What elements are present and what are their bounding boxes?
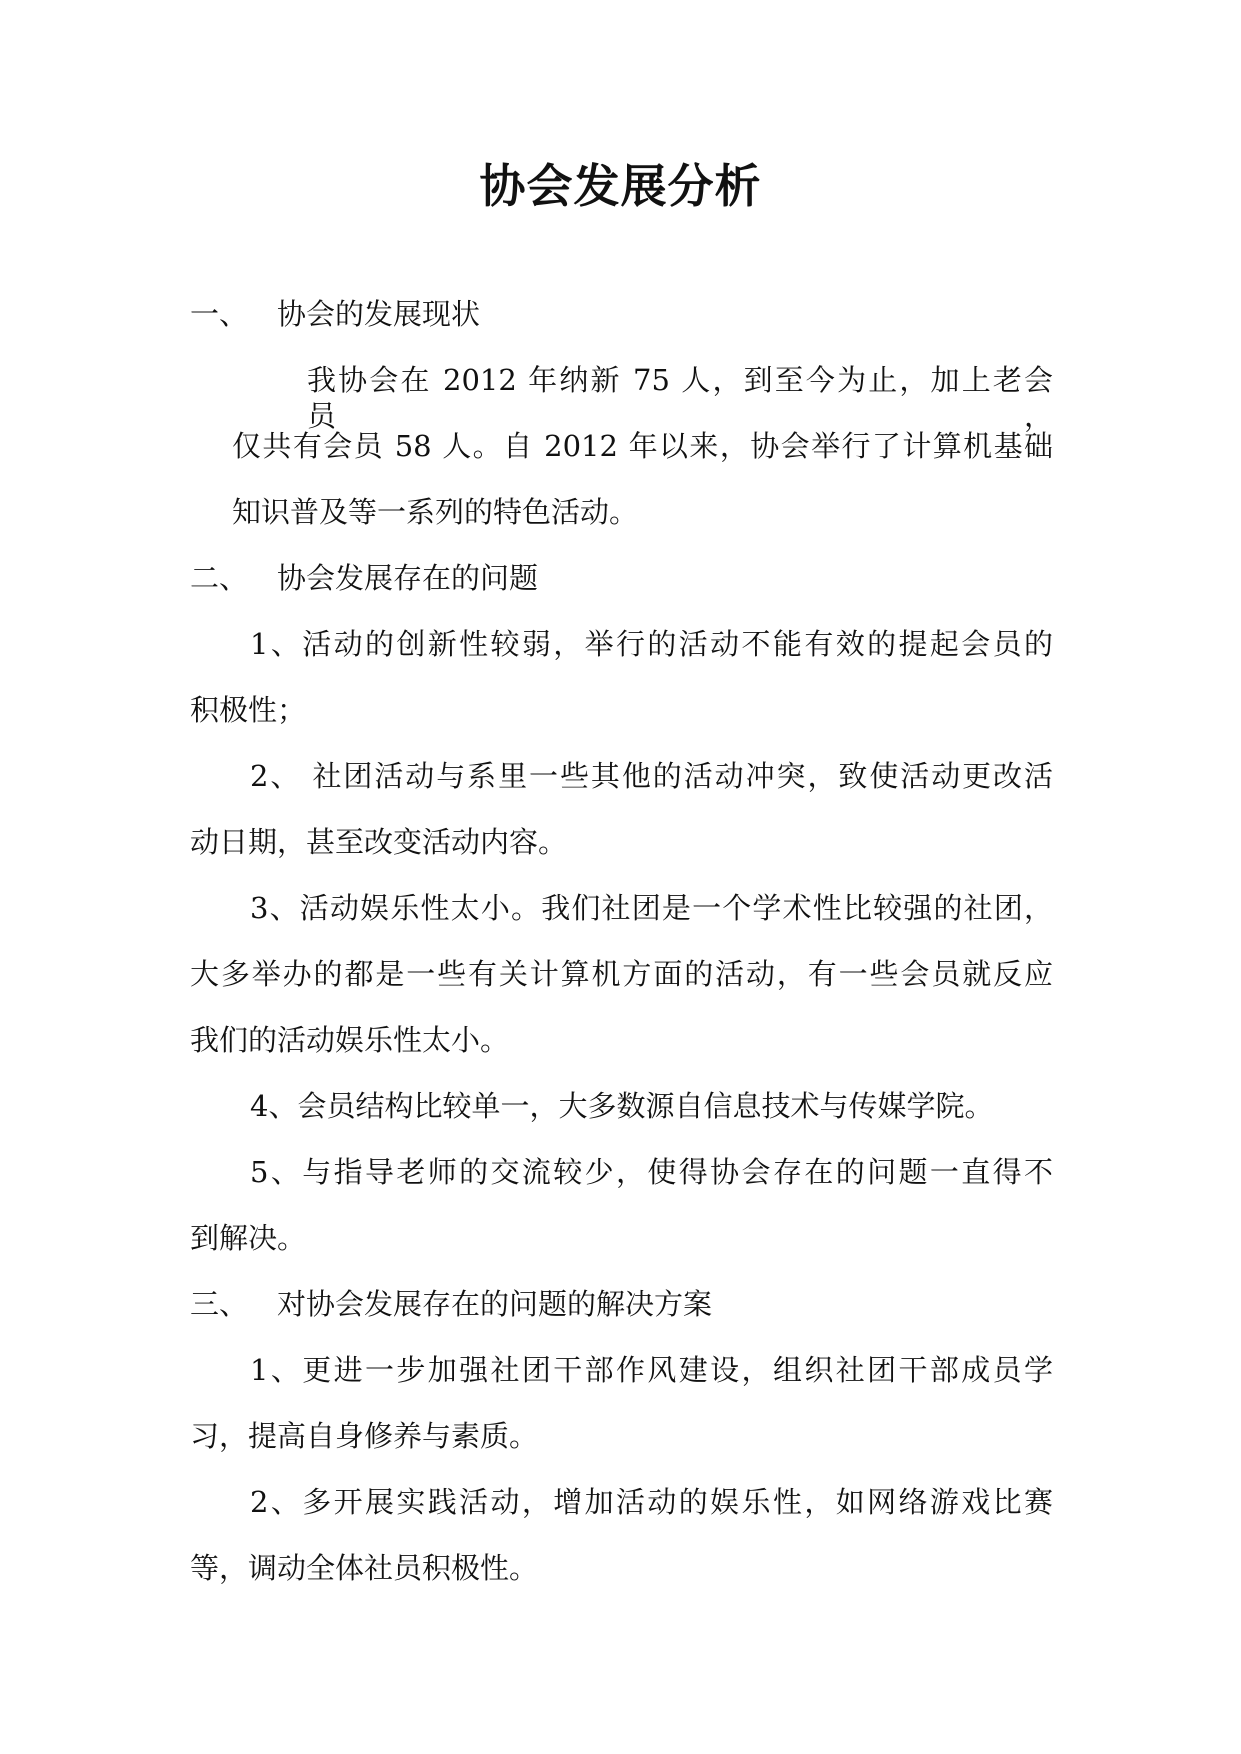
list-item-line: 到解决。 [190, 1221, 307, 1255]
section-3-heading: 对协会发展存在的问题的解决方案 [277, 1287, 713, 1321]
list-item-line: 4、会员结构比较单一，大多数源自信息技术与传媒学院。 [250, 1089, 994, 1123]
list-item-line: 习，提高自身修养与素质。 [190, 1419, 539, 1453]
list-item-line: 3、活动娱乐性太小。我们社团是一个学术性比较强的社团， [250, 891, 1053, 925]
section-2-number: 二、 [190, 561, 249, 595]
list-item-line: 1、更进一步加强社团干部作风建设，组织社团干部成员学 [250, 1353, 1053, 1387]
section-3-number: 三、 [190, 1287, 249, 1321]
list-item-line: 1、活动的创新性较弱，举行的活动不能有效的提起会员的 [250, 627, 1053, 661]
section-1-number: 一、 [190, 297, 249, 331]
list-item-line: 大多举办的都是一些有关计算机方面的活动，有一些会员就反应 [190, 957, 1053, 991]
list-item-line: 动日期，甚至改变活动内容。 [190, 825, 568, 859]
list-item-line: 5、与指导老师的交流较少，使得协会存在的问题一直得不 [250, 1155, 1053, 1189]
list-item-line: 2、多开展实践活动，增加活动的娱乐性，如网络游戏比赛 [250, 1485, 1053, 1519]
section-2-heading: 协会发展存在的问题 [277, 561, 539, 595]
list-item-line: 等，调动全体社员积极性。 [190, 1551, 539, 1585]
list-item-line: 我们的活动娱乐性太小。 [190, 1023, 510, 1057]
paragraph-line: 知识普及等一系列的特色活动。 [232, 495, 639, 529]
section-1-heading: 协会的发展现状 [277, 297, 481, 331]
paragraph-line: 我协会在 2012 年纳新 75 人，到至今为止，加上老会员， [307, 363, 1053, 433]
paragraph-line: 仅共有会员 58 人。自 2012 年以来，协会举行了计算机基础 [232, 429, 1053, 463]
list-item-line: 2、 社团活动与系里一些其他的活动冲突，致使活动更改活 [250, 759, 1053, 793]
list-item-line: 积极性； [190, 693, 307, 727]
document-title: 协会发展分析 [479, 159, 762, 213]
